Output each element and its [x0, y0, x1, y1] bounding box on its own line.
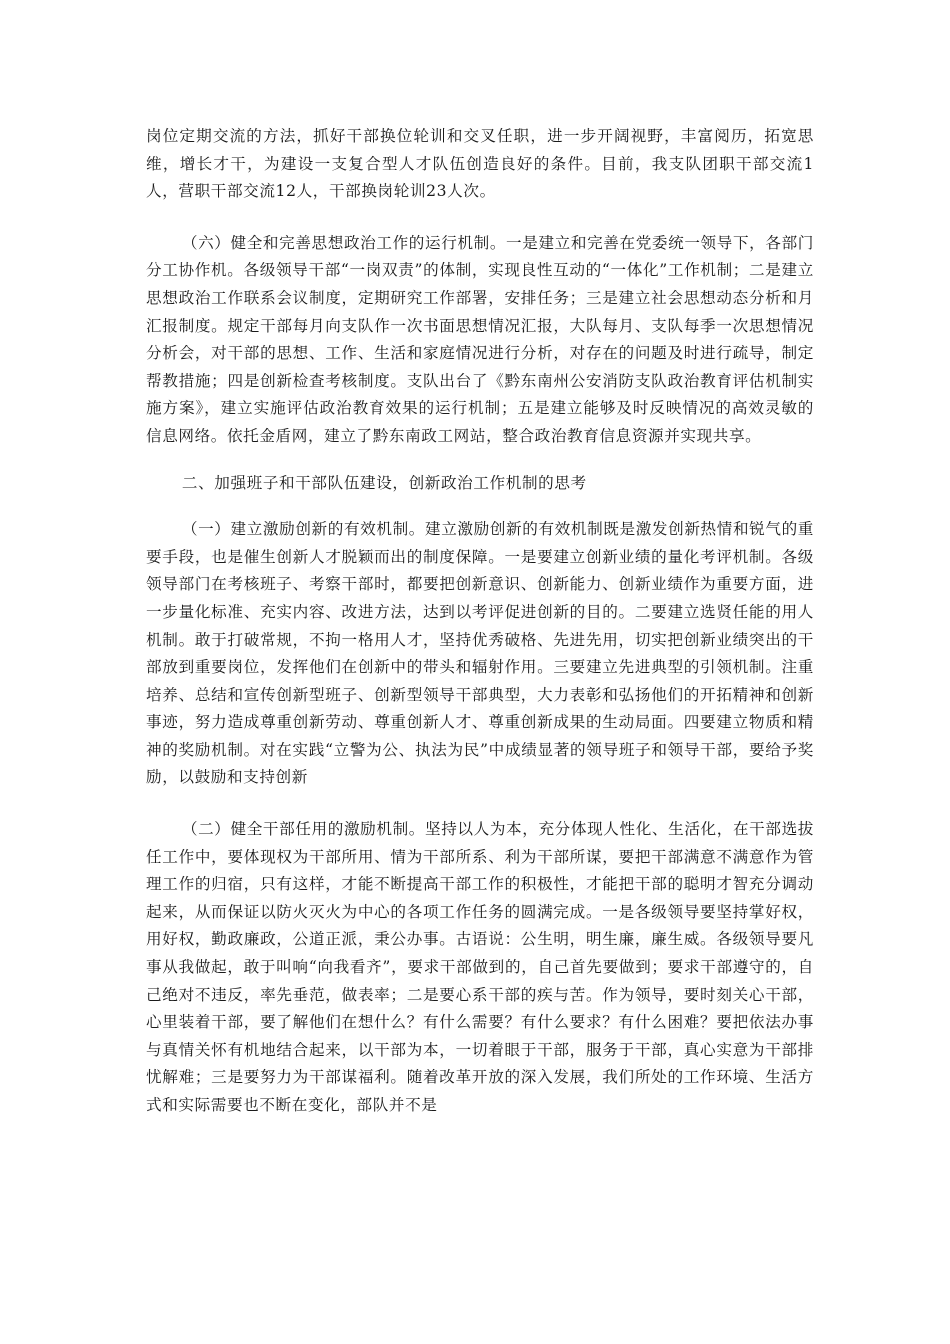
document-body — [146, 123, 814, 1120]
paragraph-cadre-appointment: （二）健全干部任用的激励机制。坚持以人为本，充分体现人性化、生活化，在干部选拔任工作中，要体现权为干部所用、情为干部所系、利为干部所谋，要把干部满意不满意作为管理工作的归宿，只有这样，才能不断提高干部工作的积极性，才能把干部的聪明才智充分调动起来，从而保证以防火灭火为中心的各项工作任务的圆满完成。一是各级领导要坚持掌好权，用好权，勤政廉政，公道正派，秉公办事。古语说：公生明，明生廉，廉生威。各级领导要凡事从我做起，敢于叫响“向我看齐”，要求干部做到的，自己首先要做到；要求干部遵守的，自己绝对不违反，率先垂范，做表率；二是要心系干部的疾与苦。作为领导，要时刻关心干部，心里装着干部，要了解他们在想什么？有什么需要？有什么要求？有什么困难？要把依法办事与真情关怀有机地结合起来，以干部为本，一切着眼于干部，服务于干部，真心实意为干部排忧解难；三是要努力为干部谋福利。随着改革开放的深入发展，我们所处的工作环境、生活方式和实际需要也不断在变化，部队并不是 — [146, 820, 814, 1114]
paragraph-incentive-innovation: （一）建立激励创新的有效机制。建立激励创新的有效机制既是激发创新热情和锐气的重要手段，也是催生创新人才脱颖而出的制度保障。一是要建立创新业绩的量化考评机制。各级领导部门在考核班子、考察干部时，都要把创新意识、创新能力、创新业绩作为重要方面，进一步量化标准、充实内容、改进方法，达到以考评促进创新的目的。二要建立选贤任能的用人机制。敢于打破常规，不拘一格用人才，坚持优秀破格、先进先用，切实把创新业绩突出的干部放到重要岗位，发挥他们在创新中的带头和辐射作用。三要建立先进典型的引领机制。注重培养、总结和宣传创新型班子、创新型领导干部典型，大力表彰和弘扬他们的开拓精神和创新事迹，努力造成尊重创新劳动、尊重创新人才、尊重创新成果的生动局面。四要建立物质和精神的奖励机制。对在实践“立警为公、执法为民”中成绩显著的领导班子和领导干部，要给予奖励，以鼓励和支持创新 — [146, 520, 814, 787]
paragraph-cadre-exchange: 岗位定期交流的方法，抓好干部换位轮训和交叉任职，进一步开阔视野，丰富阅历，拓宽思维，增长才干，为建设一支复合型人才队伍创造良好的条件。目前，我支队团职干部交流1人，营职干部交流12人，干部换岗轮训23人次。 — [146, 127, 814, 201]
paragraph-spacer — [146, 497, 814, 516]
paragraph-spacer — [146, 792, 814, 816]
paragraph-spacer — [146, 451, 814, 470]
paragraph-section-6-ideological-mechanism: （六）健全和完善思想政治工作的运行机制。一是建立和完善在党委统一领导下，各部门分工协作机。各级领导干部“一岗双责”的体制，实现良性互动的“一体化”工作机制；二是建立思想政治工作联系会议制度，定期研究工作部署，安排任务；三是建立社会思想动态分析和月汇报制度。规定干部每月向支队作一次书面思想情况汇报，大队每月、支队每季一次思想情况分析会，对干部的思想、工作、生活和家庭情况进行分析，对存在的问题及时进行疏导，制定帮教措施；四是创新检查考核制度。支队出台了《黔东南州公安消防支队政治教育评估机制实施方案》，建立实施评估政治教育效果的运行机制；五是建立能够及时反映情况的高效灵敏的信息网络。依托金盾网，建立了黔东南政工网站，整合政治教育信息资源并实现共享。 — [146, 233, 814, 445]
section-heading-2: 二、加强班子和干部队伍建设，创新政治工作机制的思考 — [181, 473, 587, 492]
paragraph-spacer — [146, 206, 814, 230]
